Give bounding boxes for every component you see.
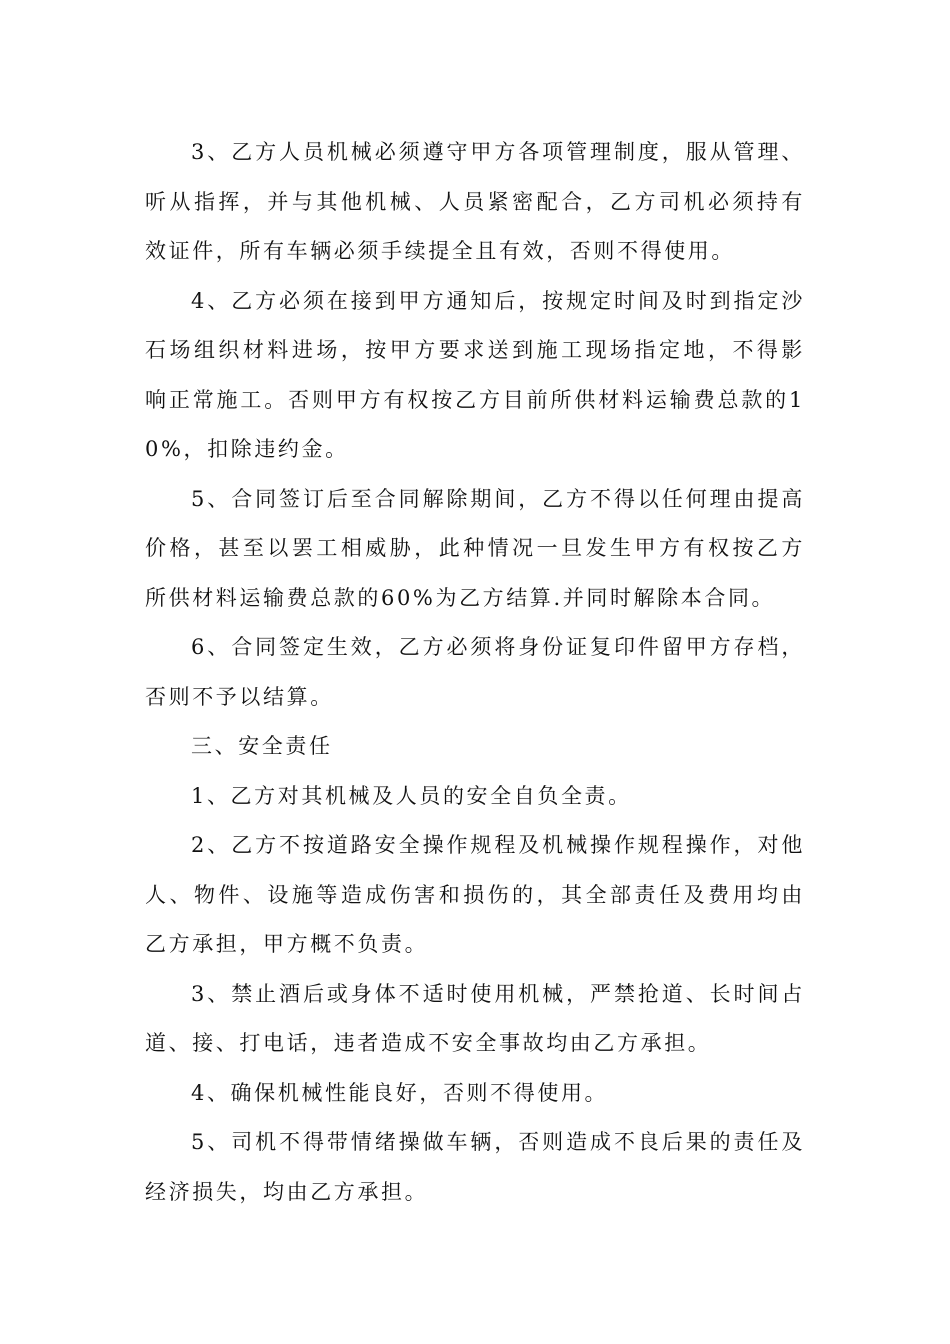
safety-item-4: 4、确保机械性能良好，否则不得使用。 (191, 1080, 609, 1105)
clause-5-paragraph: 5、合同签订后至合同解除期间，乙方不得以任何理由提高价格，甚至以罢工相威胁，此种情况一旦发生甲方有权按乙方所供材料运输费总款的60%为乙方结算.并同时解除本合同。 (145, 486, 805, 610)
clause-3-paragraph: 3、乙方人员机械必须遵守甲方各项管理制度，服从管理、听从指挥，并与其他机械、人员紧密配合，乙方司机必须持有效证件，所有车辆必须手续提全且有效，否则不得使用。 (145, 140, 805, 263)
safety-item-5: 5、司机不得带情绪操做车辆，否则造成不良后果的责任及经济损失，均由乙方承担。 (145, 1130, 805, 1204)
safety-item-3: 3、禁止酒后或身体不适时使用机械，严禁抢道、长时间占道、接、打电话，违者造成不安全事故均由乙方承担。 (145, 981, 805, 1055)
document-body (145, 128, 805, 1217)
clause-4-paragraph: 4、乙方必须在接到甲方通知后，按规定时间及时到指定沙石场组织材料进场，按甲方要求送到施工现场指定地，不得影响正常施工。否则甲方有权按乙方目前所供材料运输费总款的10%，扣除违约金。 (145, 288, 805, 461)
safety-item-2: 2、乙方不按道路安全操作规程及机械操作规程操作，对他人、物件、设施等造成伤害和损伤的，其全部责任及费用均由乙方承担，甲方概不负责。 (145, 833, 805, 956)
section-heading-safety: 三、安全责任 (191, 734, 333, 758)
clause-6-paragraph: 6、合同签定生效，乙方必须将身份证复印件留甲方存档，否则不予以结算。 (145, 635, 805, 709)
safety-item-1: 1、乙方对其机械及人员的安全自负全责。 (191, 783, 632, 808)
